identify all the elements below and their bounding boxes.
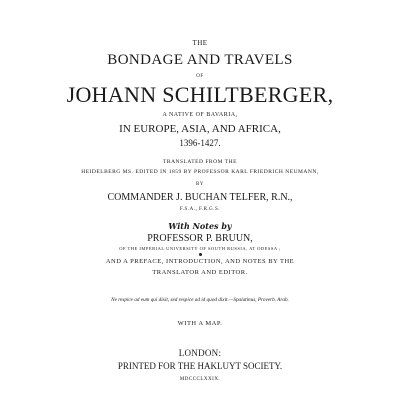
with-map-line: WITH A MAP. bbox=[177, 320, 223, 327]
translator-name: COMMANDER J. BUCHAN TELFER, R.N., bbox=[107, 192, 293, 203]
author-name: JOHANN SCHILTBERGER, bbox=[66, 82, 334, 107]
translator-credentials: F.S.A., F.R.G.S. bbox=[179, 207, 221, 212]
preposition-of: OF bbox=[196, 74, 204, 79]
years-line: 1396-1427. bbox=[179, 138, 221, 148]
university-line: OF THE IMPERIAL UNIVERSITY OF SOUTH RUSSIA, AT ODESSA ; bbox=[119, 246, 281, 251]
printer-line: PRINTED FOR THE HAKLUYT SOCIETY. bbox=[117, 361, 283, 371]
book-title: BONDAGE AND TRAVELS bbox=[107, 52, 293, 68]
ornament-dot bbox=[199, 253, 202, 256]
professor-name: PROFESSOR P. BRUUN, bbox=[147, 233, 253, 244]
source-line: HEIDELBERG MS. EDITED IN 1859 BY PROFESSOR KARL FRIEDRICH NEUMANN, bbox=[81, 169, 319, 175]
author-origin: A NATIVE OF BAVARIA, bbox=[162, 112, 238, 118]
city-line: LONDON: bbox=[178, 348, 222, 358]
translated-line: TRANSLATED FROM THE bbox=[163, 159, 237, 165]
regions-line: IN EUROPE, ASIA, AND AFRICA, bbox=[119, 123, 281, 135]
motto-line: Ne respice ad eum qui dixit, sed respice ad id quod dixit.—Spalatinus, Proverb. Arab. bbox=[111, 297, 289, 303]
with-notes-line: With Notes by bbox=[168, 221, 232, 231]
year-line: MDCCCLXXIX. bbox=[179, 377, 221, 382]
by-line: BY bbox=[196, 182, 204, 187]
article-the: THE bbox=[192, 39, 208, 47]
preface-line-1: AND A PREFACE, INTRODUCTION, AND NOTES BY THE bbox=[105, 258, 295, 265]
preface-line-2: TRANSLATOR AND EDITOR. bbox=[152, 269, 248, 276]
